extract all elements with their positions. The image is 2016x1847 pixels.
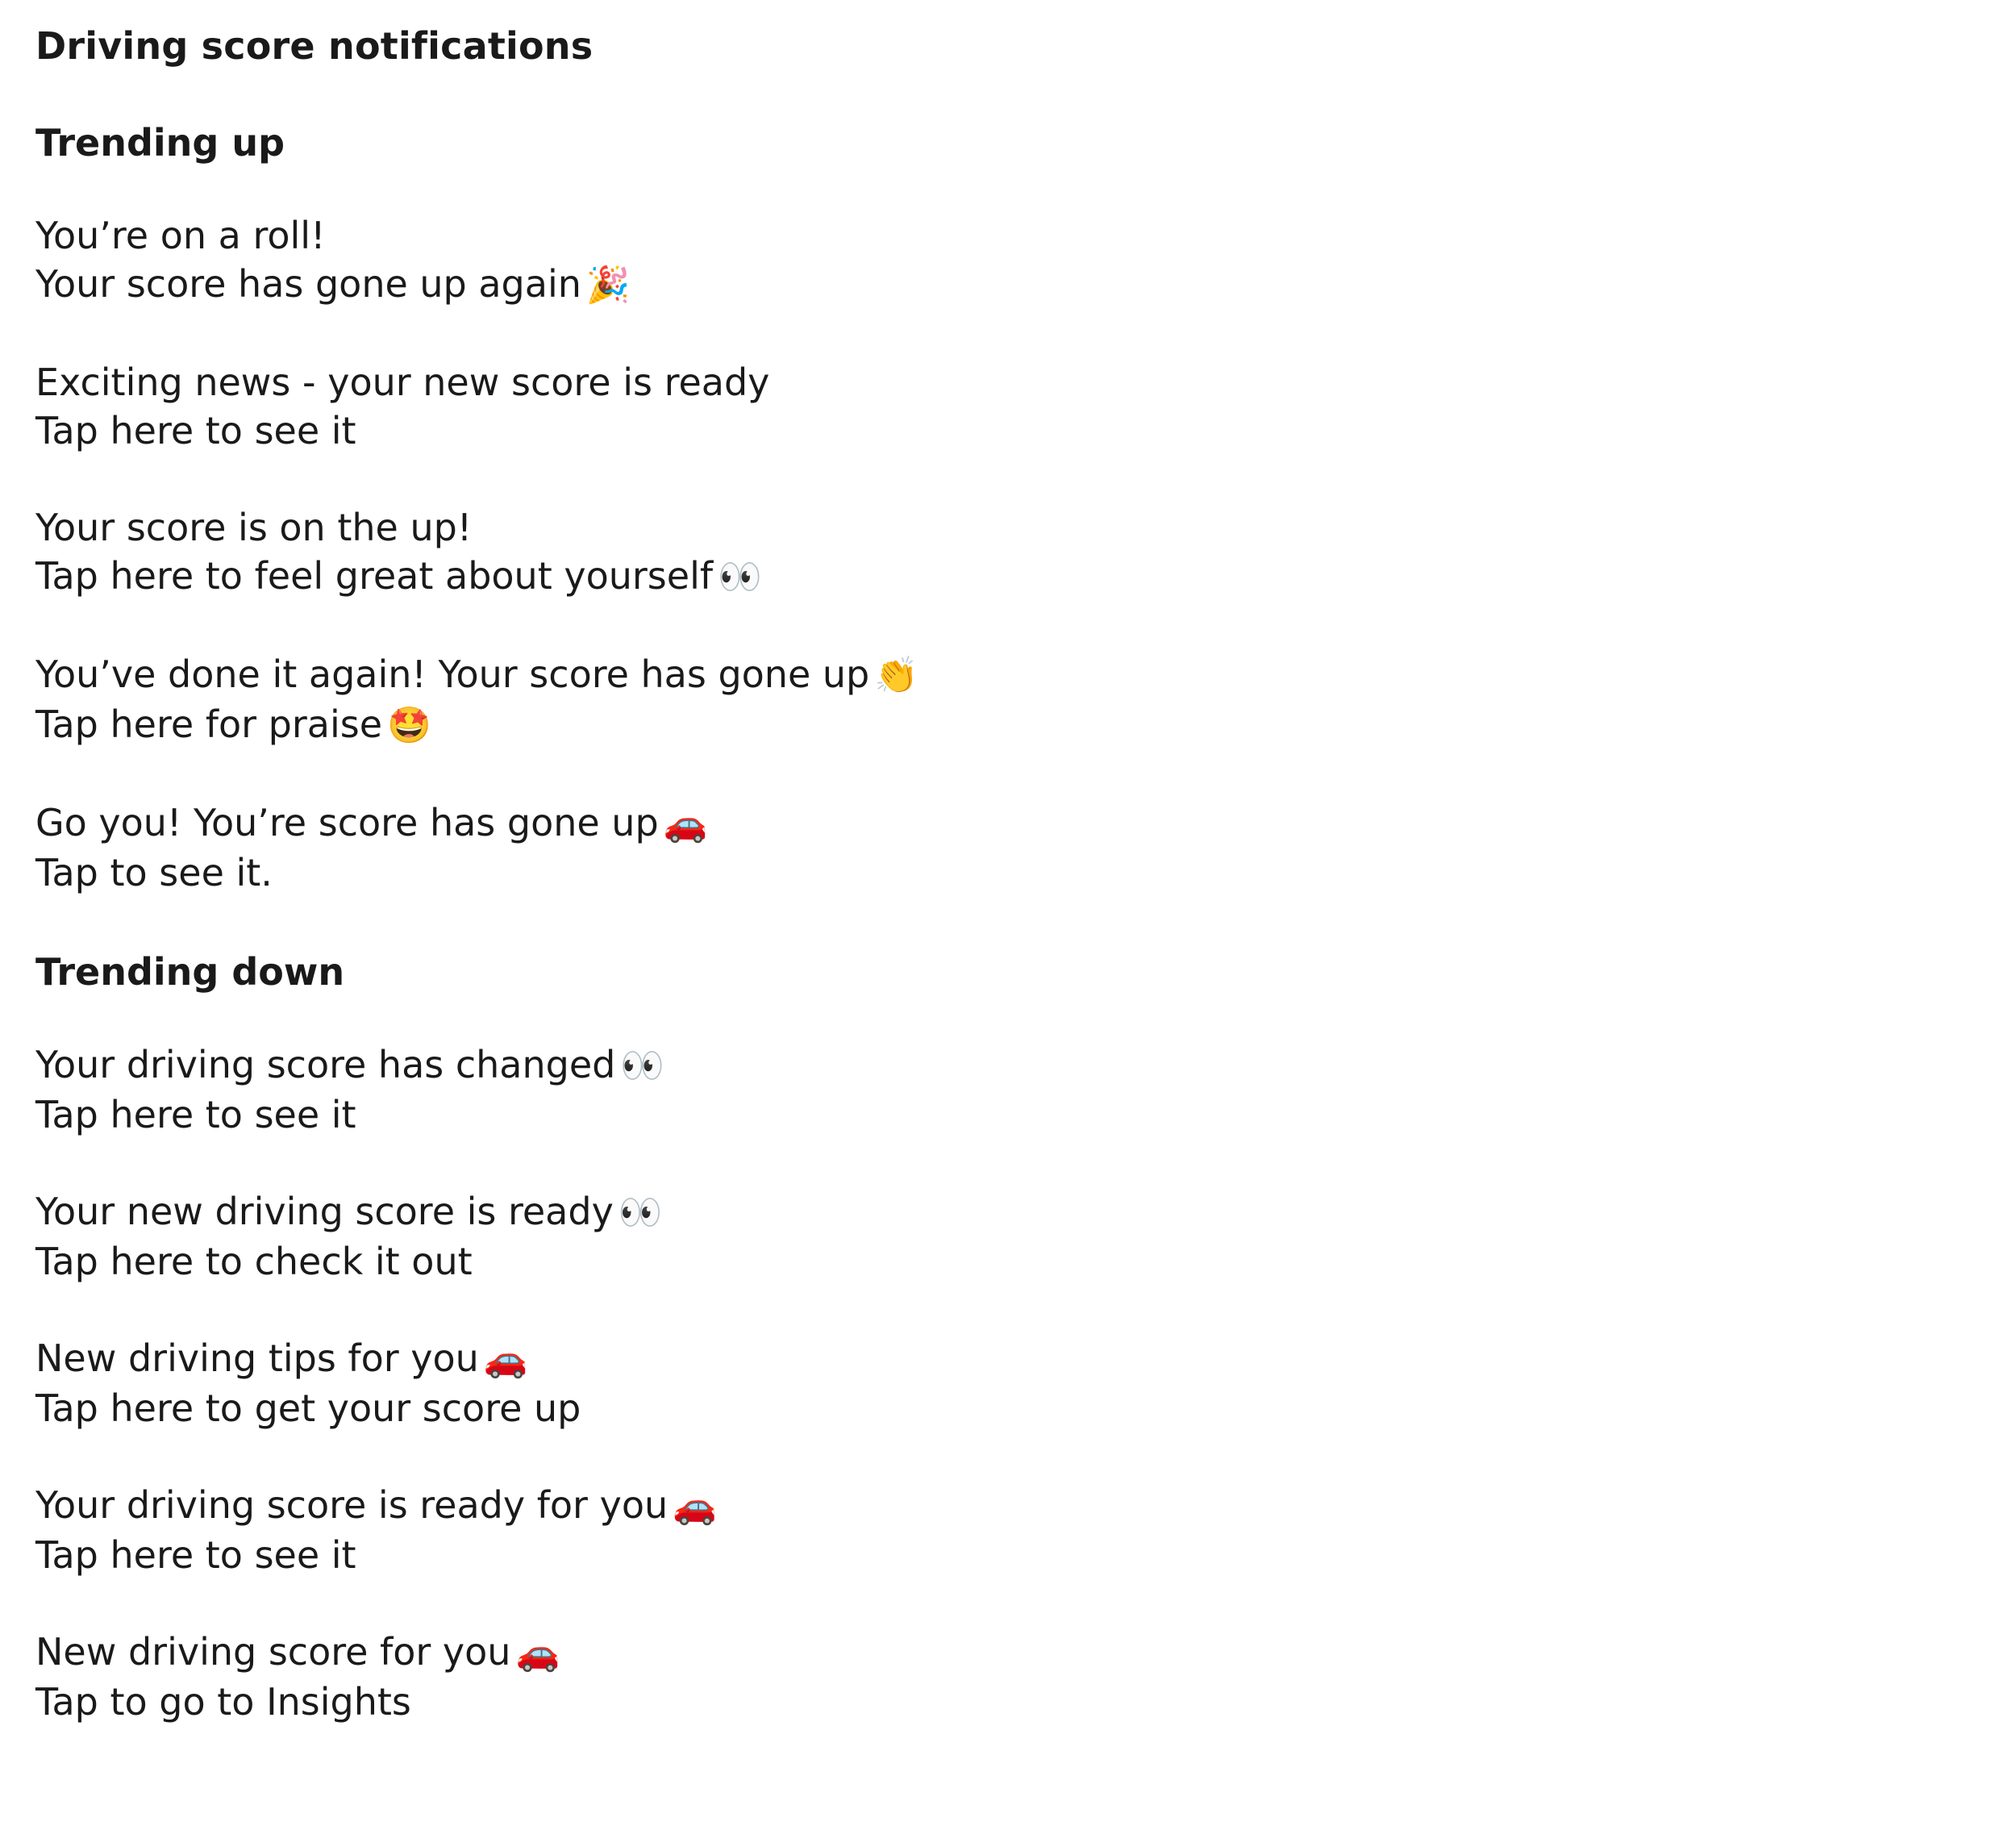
notification-message	[35, 503, 1971, 602]
section-trending-up	[35, 116, 1971, 897]
message-text: Tap here to feel great about yourself	[35, 554, 714, 598]
eyes-icon: 👀	[620, 1045, 665, 1086]
message-text: New driving tips for you	[35, 1336, 479, 1380]
message-line-1	[35, 798, 1971, 848]
message-text: Tap here to check it out	[35, 1240, 473, 1283]
car-icon: 🚗	[663, 803, 708, 844]
message-line-2	[35, 848, 1971, 897]
message-text: Your score has gone up again	[35, 262, 581, 306]
section-heading-trending-down: Trending down	[35, 950, 345, 994]
eyes-icon: 👀	[718, 557, 762, 598]
eyes-icon: 👀	[618, 1192, 663, 1233]
star-struck-icon: 🤩	[387, 705, 431, 746]
message-text: Tap here to see it	[35, 1093, 356, 1136]
notification-message	[35, 798, 1971, 897]
message-text: You’re on a roll!	[35, 214, 326, 257]
section-trending-down	[35, 945, 1971, 1726]
message-line-1	[35, 650, 1971, 700]
message-line-1	[35, 211, 1971, 260]
message-line-2	[35, 1090, 1971, 1139]
document	[35, 19, 1971, 1774]
message-text: Your score is on the up!	[35, 506, 473, 549]
message-line-1	[35, 503, 1971, 552]
message-line-2	[35, 552, 1971, 602]
notification-message	[35, 650, 1971, 750]
message-text: Tap to go to Insights	[35, 1680, 411, 1724]
message-line-2	[35, 1384, 1971, 1432]
message-text: Tap here to get your score up	[35, 1386, 581, 1430]
message-line-2	[35, 407, 1971, 455]
message-line-2	[35, 1678, 1971, 1726]
clapping-hands-icon: 👏	[874, 655, 919, 696]
message-line-1	[35, 358, 1971, 407]
message-line-2	[35, 260, 1971, 310]
car-icon: 🚗	[483, 1339, 528, 1380]
message-line-2	[35, 700, 1971, 750]
notification-message	[35, 1481, 1971, 1579]
message-text: Tap here to see it	[35, 1533, 356, 1577]
message-line-1	[35, 1040, 1971, 1090]
message-text: New driving score for you	[35, 1630, 511, 1674]
message-text: Go you! You’re score has gone up	[35, 801, 659, 844]
notification-message	[35, 1334, 1971, 1432]
message-text: Tap to see it.	[35, 851, 273, 894]
message-line-2	[35, 1237, 1971, 1286]
section-heading-trending-up: Trending up	[35, 121, 285, 165]
message-line-1	[35, 1481, 1971, 1531]
notification-message	[35, 358, 1971, 455]
car-icon: 🚗	[515, 1632, 560, 1674]
message-text: Tap here to see it	[35, 409, 356, 452]
message-text: Exciting news - your new score is ready	[35, 361, 770, 404]
message-line-1	[35, 1187, 1971, 1237]
notification-message	[35, 1187, 1971, 1286]
car-icon: 🚗	[673, 1486, 717, 1527]
message-line-2	[35, 1531, 1971, 1579]
message-line-1	[35, 1628, 1971, 1678]
message-text: You’ve done it again! Your score has gone up	[35, 652, 870, 696]
message-text: Tap here for praise	[35, 703, 382, 746]
message-text: Your driving score is ready for you	[35, 1483, 669, 1527]
message-text: Your driving score has changed	[35, 1043, 616, 1086]
notification-message	[35, 1040, 1971, 1139]
message-line-1	[35, 1334, 1971, 1384]
party-popper-icon: 🎉	[585, 265, 631, 306]
notification-message	[35, 1628, 1971, 1726]
notification-message	[35, 211, 1971, 310]
document-title: Driving score notifications	[35, 24, 594, 68]
message-text: Your new driving score is ready	[35, 1190, 614, 1233]
